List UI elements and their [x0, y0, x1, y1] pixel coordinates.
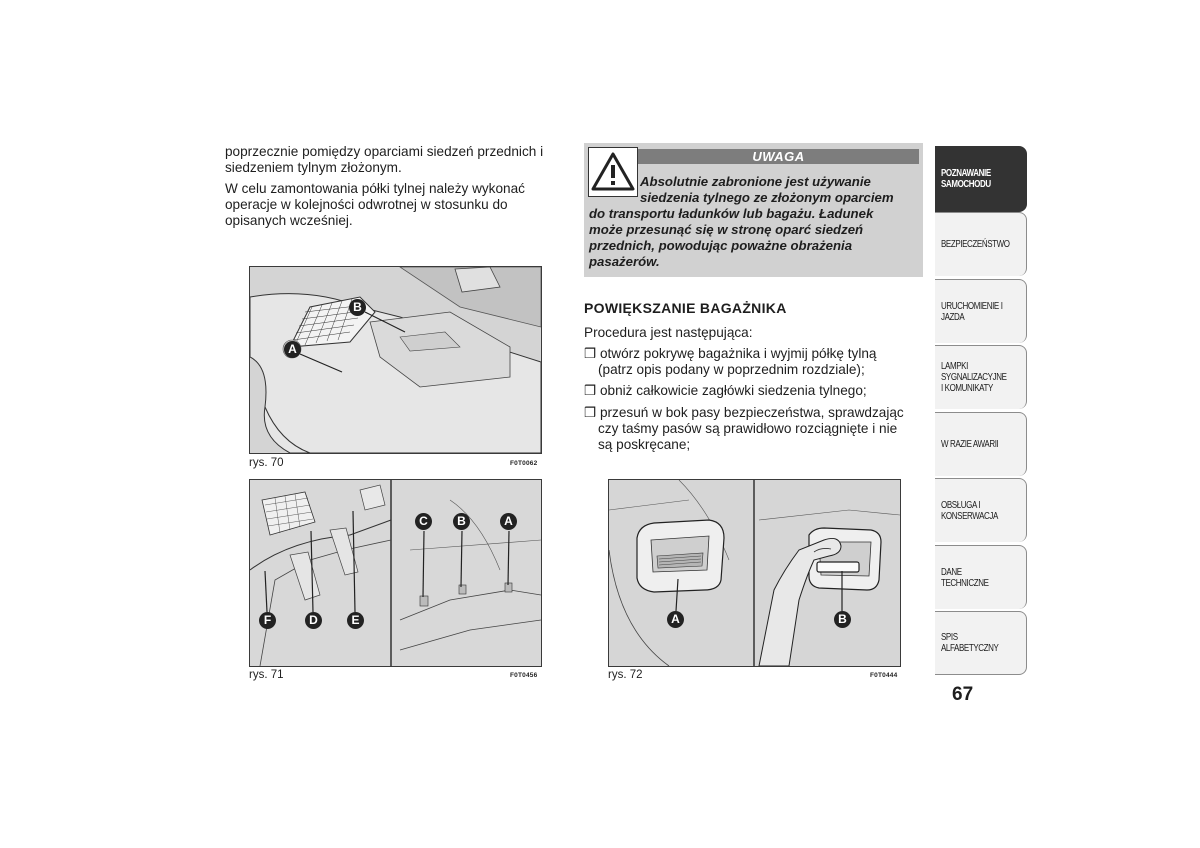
section-heading: POWIĘKSZANIE BAGAŻNIKA — [584, 300, 787, 316]
figure-72-code: F0T0444 — [870, 672, 898, 679]
label-f: F — [259, 612, 276, 629]
warning-line: siedzenia tylnego ze złożonym oparciem — [640, 190, 894, 205]
text-line: W celu zamontowania półki tylnej należy wykonać — [225, 181, 525, 196]
warning-line: do transportu ładunków lub bagażu. Ładunek — [589, 206, 874, 221]
warning-title: UWAGA — [638, 149, 919, 164]
tab-label: OBSŁUGA I KONSERWACJA — [941, 499, 998, 522]
figure-70-code: F0T0062 — [510, 460, 538, 467]
label-b: B — [453, 513, 470, 530]
tab-label: W RAZIE AWARII — [941, 439, 999, 450]
text-line: siedzeniem tylnym złożonym. — [225, 160, 402, 175]
left-paragraph-2 — [225, 181, 565, 229]
section-intro: Procedura jest następująca: — [584, 325, 753, 340]
tab-label: URUCHOMIENIE I JAZDA — [941, 300, 1003, 323]
tab-label: DANE TECHNICZNE — [941, 566, 989, 589]
tab-label: LAMPKI SYGNALIZACYJNE I KOMUNIKATY — [941, 361, 1007, 394]
label-a: A — [500, 513, 517, 530]
label-b: B — [349, 299, 366, 316]
label-a: A — [284, 341, 301, 358]
figure-70-trunk-shelf — [249, 266, 542, 454]
tab-uruchomienie-i-jazda[interactable] — [935, 279, 1027, 343]
text-line: opisanych wcześniej. — [225, 213, 353, 228]
page-number: 67 — [952, 684, 974, 705]
tab-dane-techniczne[interactable] — [935, 545, 1027, 609]
figure-71-code: F0T0456 — [510, 672, 538, 679]
warning-line: przednich, powodując poważne obrażenia — [589, 238, 853, 253]
figure-70-caption: rys. 70 — [249, 457, 284, 469]
warning-line: może przesunąć się w stronę oparć siedzeń — [589, 222, 864, 237]
tab-spis-alfabetyczny[interactable] — [935, 611, 1027, 675]
list-item-line: ❒ obniż całkowicie zagłówki siedzenia tylnego; — [584, 383, 867, 398]
list-item-line: ❒ otwórz pokrywę bagażnika i wyjmij półkę tylną — [584, 346, 877, 361]
tab-w-razie-awarii[interactable] — [935, 412, 1027, 476]
tab-label: BEZPIECZEŃSTWO — [941, 239, 1010, 250]
figure-72-callouts — [608, 479, 899, 665]
text-line: operacje w kolejności odwrotnej w stosunku do — [225, 197, 508, 212]
label-c: C — [415, 513, 432, 530]
tab-label: SPIS ALFABETYCZNY — [941, 632, 999, 654]
tab-obsluga-i-konserwacja[interactable] — [935, 478, 1027, 542]
list-item-line: ❒ przesuń w bok pasy bezpieczeństwa, sprawdzając — [584, 405, 904, 420]
text-line: poprzecznie pomiędzy oparciami siedzeń przednich i — [225, 144, 544, 159]
list-item-line: (patrz opis podany w poprzednim rozdziale); — [598, 362, 865, 377]
tab-bezpieczenstwo[interactable] — [935, 212, 1027, 276]
label-d: D — [305, 612, 322, 629]
left-paragraph-1 — [225, 144, 565, 176]
label-b: B — [834, 611, 851, 628]
tab-label: POZNAWANIE SAMOCHODU — [941, 168, 991, 190]
list-item — [584, 346, 924, 378]
figure-71-callouts — [249, 479, 540, 665]
warning-line: Absolutnie zabronione jest używanie — [640, 174, 871, 189]
figure-71-caption: rys. 71 — [249, 669, 284, 681]
list-item-line: są poskręcane; — [598, 437, 691, 452]
figure-72-caption: rys. 72 — [608, 669, 643, 681]
tab-lampki-sygnalizacyjne[interactable] — [935, 345, 1027, 409]
label-a: A — [667, 611, 684, 628]
warning-triangle-icon — [588, 147, 638, 197]
tab-poznawanie-samochodu[interactable] — [935, 146, 1027, 212]
warning-line: pasażerów. — [589, 254, 660, 269]
list-item — [584, 405, 924, 453]
list-item — [584, 383, 924, 399]
label-e: E — [347, 612, 364, 629]
list-item-line: czy taśmy pasów są prawidłowo rozciągnięte i nie — [598, 421, 898, 436]
